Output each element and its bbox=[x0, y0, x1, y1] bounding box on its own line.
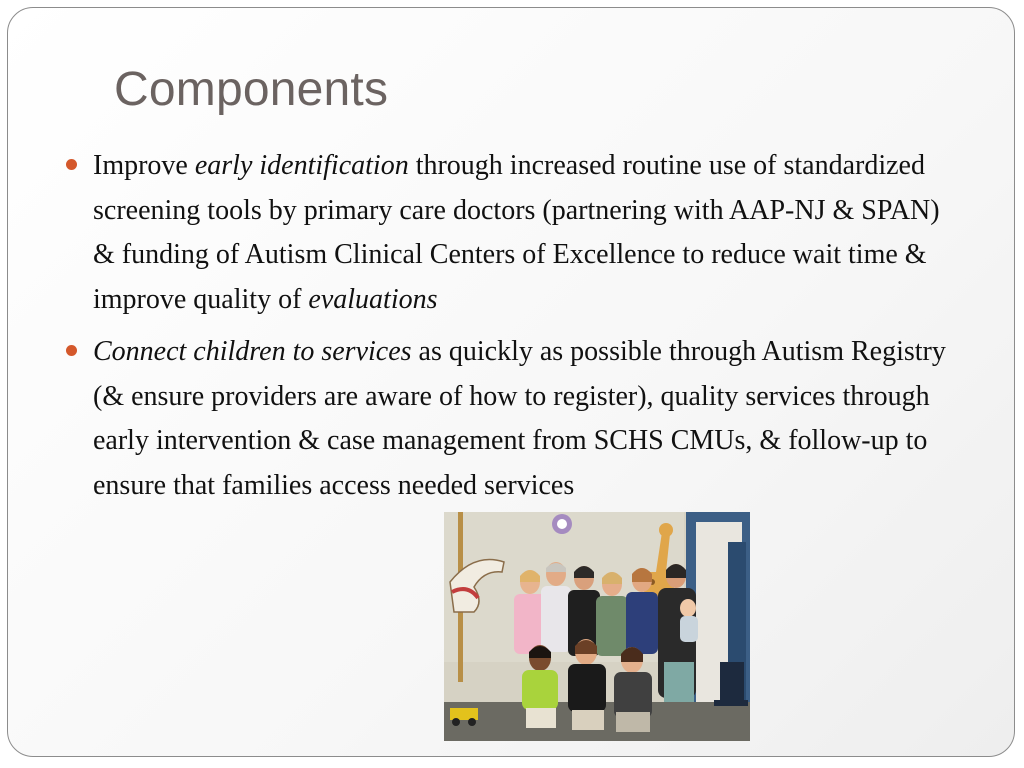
group-photo-icon bbox=[444, 512, 750, 741]
bullet-dot-icon bbox=[66, 345, 77, 356]
bullet-item-early-identification bbox=[66, 144, 966, 322]
bullet-list bbox=[66, 144, 966, 516]
slide-title: Components bbox=[114, 63, 389, 116]
emphasis-text: Connect children to services bbox=[93, 336, 412, 367]
emphasis-text: early identification bbox=[194, 150, 409, 181]
bullet-text: Connect children to services as quickly as possible through Autism Registry (& ensure providers are aware of how to register), quality services through early intervention & case management from SCHS CMUs, & follow-up to ensure that families access needed services bbox=[93, 336, 946, 501]
bullet-dot-icon bbox=[66, 159, 77, 170]
emphasis-text: evaluations bbox=[308, 283, 438, 315]
bullet-item-connect-services bbox=[66, 330, 966, 508]
slide-frame bbox=[7, 7, 1015, 757]
bullet-text: Improve early identification through increased routine use of standardized screening tools by primary care doctors (partnering with AAP-NJ & SPAN) & funding of Autism Clinical Centers of Excellence to reduce wait time & improve quality of evaluations bbox=[93, 150, 940, 315]
